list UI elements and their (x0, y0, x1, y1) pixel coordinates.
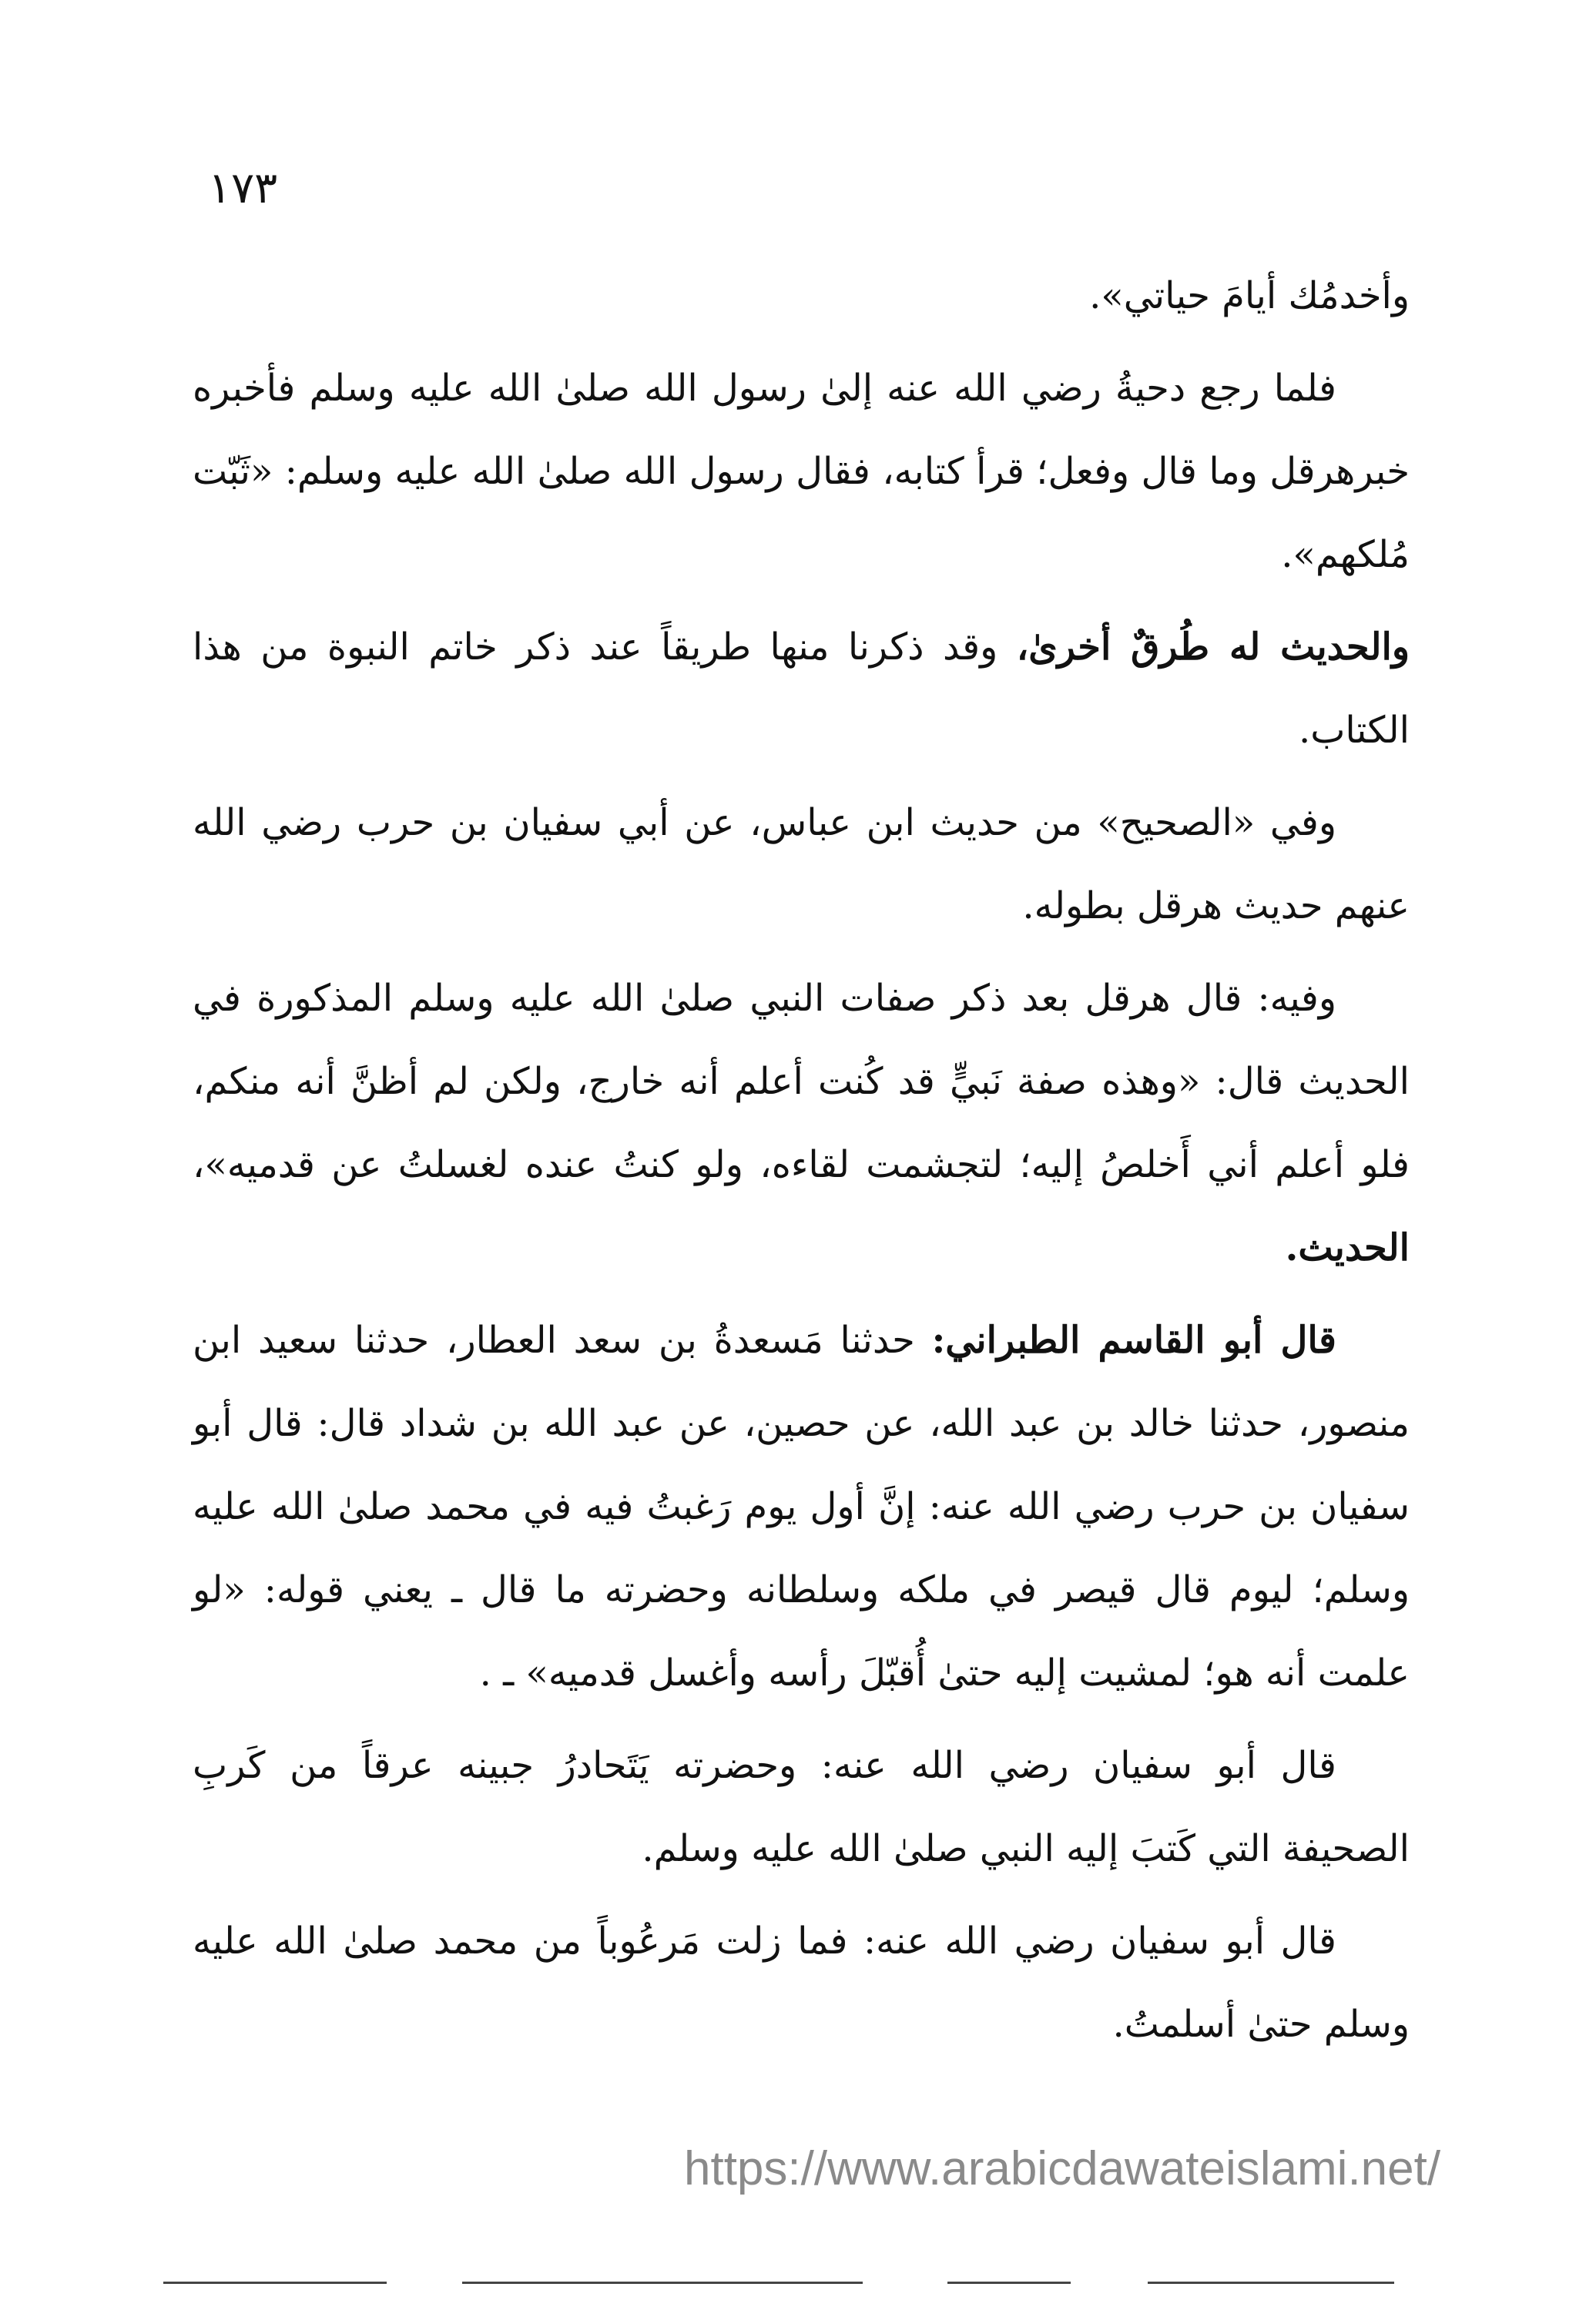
paragraph-4 (193, 781, 1410, 947)
paragraph-8-text: قال أبو سفيان رضي الله عنه: فما زلت مَرعُوباً من محمد صلىٰ الله عليه وسلم حتىٰ أسلمتُ. (193, 1920, 1410, 2046)
page-number: ١٧٣ (208, 163, 278, 213)
paragraph-5-tail: الحديث. (1285, 1226, 1410, 1269)
footer-rule (163, 2282, 387, 2284)
paragraph-6 (193, 1299, 1410, 1715)
paragraph-5 (193, 957, 1410, 1289)
paragraph-2 (193, 347, 1410, 596)
footer-rule (947, 2282, 1071, 2284)
watermark-url: https://www.arabicdawateislami.net/ (684, 2142, 1441, 2195)
paragraph-8 (193, 1900, 1410, 2066)
paragraph-6-lead: قال أبو القاسم الطبراني: (931, 1319, 1337, 1362)
paragraph-1 (193, 254, 1410, 337)
paragraph-3-text: وقد ذكرنا منها طريقاً عند ذكر خاتم النبوة من هذا الكتاب. (193, 625, 1410, 752)
page-body (193, 254, 1410, 2075)
paragraph-3 (193, 605, 1410, 772)
paragraph-7-text: قال أبو سفيان رضي الله عنه: وحضرته يَتَحادرُ جبينه عرقاً من كَربِ الصحيفة التي كَتبَ إليه النبي صلىٰ الله عليه وسلم. (193, 1744, 1410, 1870)
paragraph-7 (193, 1724, 1410, 1890)
paragraph-2-text: فلما رجع دحيةُ رضي الله عنه إلىٰ رسول الله صلىٰ الله عليه وسلم فأخبره خبرهرقل وما قال وفعل؛ قرأ كتابه، فقال رسول الله صلىٰ الله عليه وسلم: «ثَبّت مُلكهم». (193, 367, 1410, 576)
paragraph-4-text: وفي «الصحيح» من حديث ابن عباس، عن أبي سفيان بن حرب رضي الله عنهم حديث هرقل بطوله. (193, 801, 1410, 927)
footer-rule (1148, 2282, 1394, 2284)
paragraph-1-text: وأخدمُك أيامَ حياتي». (1089, 274, 1410, 317)
paragraph-3-lead: والحديث له طُرقٌ أخرىٰ، (1016, 625, 1410, 669)
paragraph-6-text: حدثنا مَسعدةُ بن سعد العطار، حدثنا سعيد ابن منصور، حدثنا خالد بن عبد الله، عن حصين، عن عبد الله بن شداد قال: قال أبو سفيان بن حرب رضي الله عنه: إنَّ أول يوم رَغبتُ فيه في محمد صلىٰ الله عليه وسلم؛ ليوم قال قيصر في ملكه وسلطانه وحضرته ما قال ـ يعني قوله: «لو علمت أنه هو؛ لمشيت إليه حتىٰ أُقبّلَ رأسه وأغسل قدميه» ـ . (193, 1319, 1410, 1695)
paragraph-5-text: وفيه: قال هرقل بعد ذكر صفات النبي صلىٰ الله عليه وسلم المذكورة في الحديث قال: «وهذه صفة نَبيٍّ قد كُنت أعلم أنه خارج، ولكن لم أظنَّ أنه منكم، فلو أعلم أني أَخلصُ إليه؛ لتجشمت لقاءه، ولو كنتُ عنده لغسلتُ عن قدميه»، (193, 977, 1410, 1186)
footer-rule (462, 2282, 863, 2284)
